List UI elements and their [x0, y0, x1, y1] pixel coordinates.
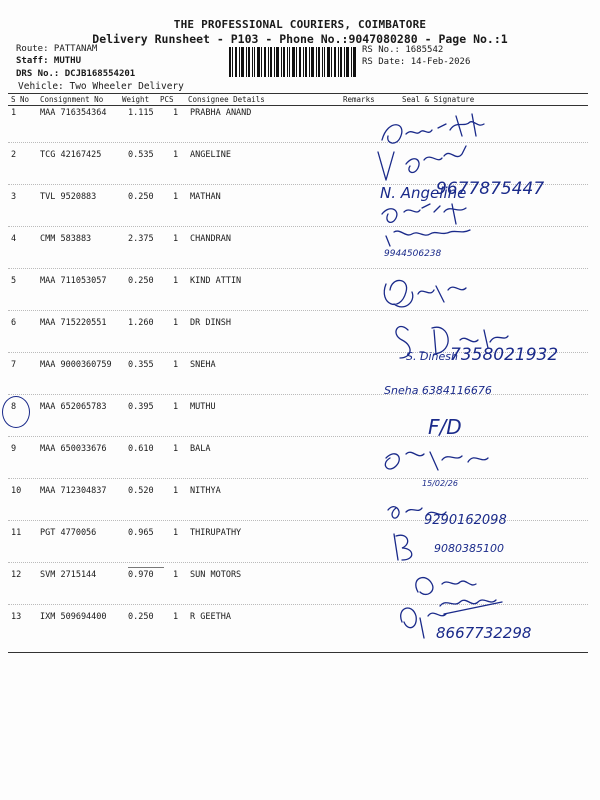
- row-consignment-no: MAA 650033676: [40, 444, 107, 454]
- row-sno: 11: [11, 528, 22, 538]
- row-consignment-no: MAA 715220551: [40, 318, 107, 328]
- row-consignee: SUN MOTORS: [190, 570, 242, 580]
- row-sno: 3: [11, 192, 17, 202]
- row-weight: 0.520: [128, 486, 154, 496]
- row-consignment-no: MAA 711053057: [40, 276, 107, 286]
- row-sno: 12: [11, 570, 22, 580]
- row-consignment-no: MAA 712304837: [40, 486, 107, 496]
- drs-number: DRS No.: DCJB168554201: [16, 69, 136, 79]
- row-consignment-no: MAA 652065783: [40, 402, 107, 412]
- row-consignee: PRABHA ANAND: [190, 108, 252, 118]
- row-weight: 0.250: [128, 192, 154, 202]
- row-weight: 0.355: [128, 360, 154, 370]
- row-consignee: MATHAN: [190, 192, 221, 202]
- hw-date-row10: 15/02/26: [422, 479, 458, 488]
- row-sno: 13: [11, 612, 22, 622]
- handwritten-signatures: [360, 108, 600, 668]
- staff-label: Staff: MUTHU: [16, 56, 82, 66]
- row-weight: 1.260: [128, 318, 154, 328]
- row-weight: 0.965: [128, 528, 154, 538]
- row-pcs: 1: [173, 612, 179, 622]
- row-consignee: CHANDRAN: [190, 234, 231, 244]
- row-pcs: 1: [173, 444, 179, 454]
- col-seal-signature: Seal & Signature: [402, 95, 475, 104]
- rs-date: RS Date: 14-Feb-2026: [362, 57, 471, 67]
- row-pcs: 1: [173, 150, 179, 160]
- runsheet-title: THE PROFESSIONAL COURIERS, COIMBATORE: [173, 18, 427, 31]
- row-pcs: 1: [173, 360, 179, 370]
- row-weight: 0.610: [128, 444, 154, 454]
- row-consignment-no: IXM 509694400: [40, 612, 107, 622]
- row-consignment-no: TCG 42167425: [40, 150, 102, 160]
- row-weight: 0.250: [128, 612, 154, 622]
- row-sno: 10: [11, 486, 22, 496]
- row-pcs: 1: [173, 402, 179, 412]
- row-consignee: SNEHA: [190, 360, 216, 370]
- hw-mark-row8: F/D: [428, 415, 462, 439]
- row-pcs: 1: [173, 192, 179, 202]
- hw-phone-row11: 9080385100: [434, 542, 504, 555]
- col-consignment: Consignment No: [40, 95, 104, 104]
- hw-note-row7: Sneha 6384116676: [384, 384, 492, 397]
- row-consignment-no: PGT 4770056: [40, 528, 97, 538]
- row-pcs: 1: [173, 318, 179, 328]
- vehicle-label: Vehicle: Two Wheeler Delivery: [18, 81, 184, 92]
- row-sno: 9: [11, 444, 17, 454]
- row-sno: 2: [11, 150, 17, 160]
- row-pcs: 1: [173, 276, 179, 286]
- row-consignment-no: SVM 2715144: [40, 570, 97, 580]
- row-consignment-no: CMM 583883: [40, 234, 92, 244]
- row-8-circle-mark: [2, 396, 30, 428]
- header-top-rule: [8, 93, 588, 94]
- row-consignee: BALA: [190, 444, 211, 454]
- route-label: Route: PATTANAM: [16, 44, 98, 54]
- hw-phone-row4: 9944506238: [384, 249, 442, 259]
- row-sno: 6: [11, 318, 17, 328]
- hw-phone-row13: 8667732298: [436, 624, 532, 642]
- row-consignee: ANGELINE: [190, 150, 231, 160]
- weight-strike-mark: [128, 567, 164, 568]
- row-consignee: DR DINSH: [190, 318, 231, 328]
- hw-phone-row1: 9677875447: [436, 179, 545, 199]
- row-sno: 7: [11, 360, 17, 370]
- runsheet-subtitle: Delivery Runsheet - P103 - Phone No.:9047080280 - Page No.:1: [92, 32, 508, 46]
- row-weight: 0.395: [128, 402, 154, 412]
- col-sno: S No: [11, 95, 30, 104]
- row-weight: 0.535: [128, 150, 154, 160]
- row-consignee: KIND ATTIN: [190, 276, 242, 286]
- row-consignee: THIRUPATHY: [190, 528, 242, 538]
- barcode: [229, 47, 356, 77]
- hw-phone-row10: 9290162098: [424, 513, 507, 528]
- rs-number: RS No.: 1685542: [362, 45, 444, 55]
- row-consignment-no: MAA 716354364: [40, 108, 107, 118]
- col-consignee: Consignee Details: [188, 95, 265, 104]
- header-bottom-rule: [8, 105, 588, 106]
- row-pcs: 1: [173, 108, 179, 118]
- row-consignee: R GEETHA: [190, 612, 231, 622]
- row-pcs: 1: [173, 486, 179, 496]
- col-pcs: PCS: [160, 95, 174, 104]
- row-consignee: NITHYA: [190, 486, 221, 496]
- row-consignee: MUTHU: [190, 402, 216, 412]
- row-consignment-no: TVL 9520883: [40, 192, 97, 202]
- hw-name-row1: N. Angeline: [380, 184, 467, 202]
- row-pcs: 1: [173, 234, 179, 244]
- row-weight: 0.970: [128, 570, 154, 580]
- row-sno: 1: [11, 108, 17, 118]
- row-pcs: 1: [173, 570, 179, 580]
- hw-phone-row6: 7358021932: [450, 345, 559, 365]
- col-remarks: Remarks: [343, 95, 375, 104]
- row-weight: 1.115: [128, 108, 154, 118]
- row-pcs: 1: [173, 528, 179, 538]
- row-sno: 5: [11, 276, 17, 286]
- row-weight: 0.250: [128, 276, 154, 286]
- row-consignment-no: MAA 9000360759: [40, 360, 112, 370]
- row-sno: 8: [11, 402, 17, 412]
- hw-name-row6: S. Dinesh: [406, 350, 458, 363]
- row-sno: 4: [11, 234, 17, 244]
- row-weight: 2.375: [128, 234, 154, 244]
- col-weight: Weight: [122, 95, 150, 104]
